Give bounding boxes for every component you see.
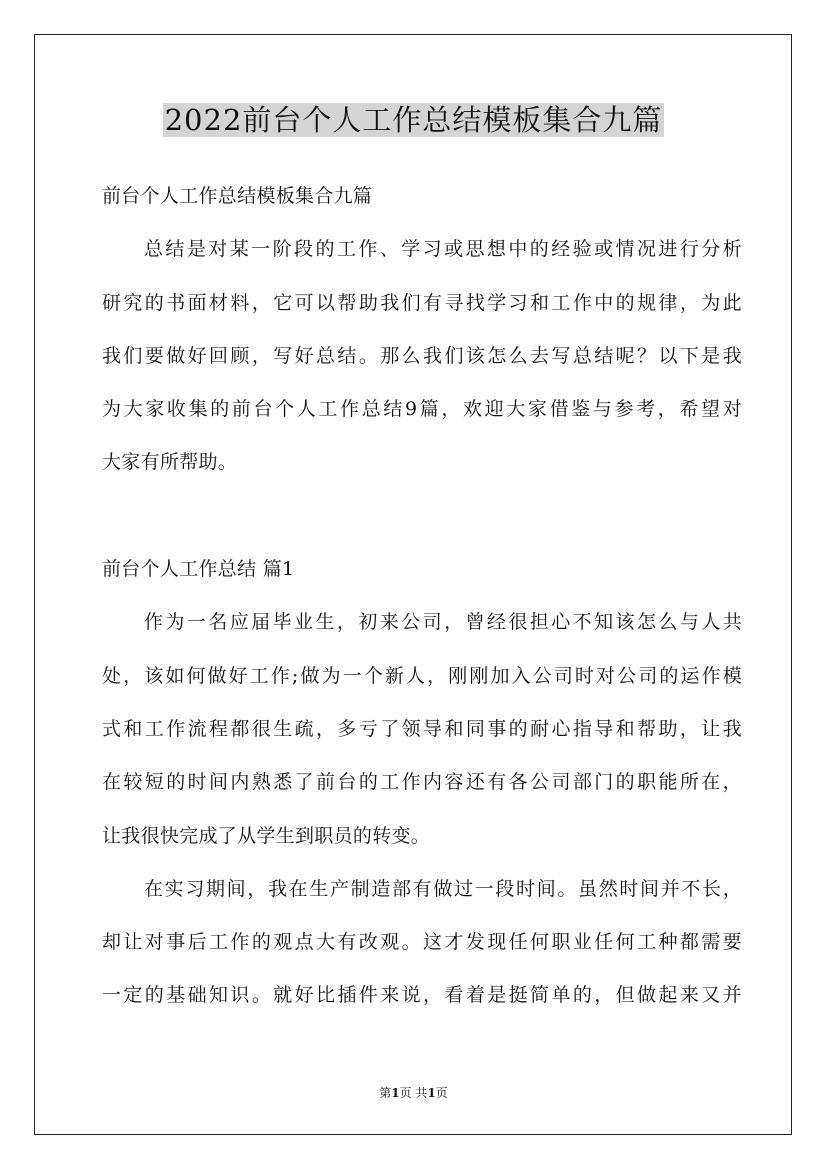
paragraph-line: 一定的基础知识。就好比插件来说，看着是挺简单的，但做起来又并 [102, 984, 742, 1007]
document-title-text: 2022前台个人工作总结模板集合九篇 [164, 103, 663, 137]
footer-prefix: 第 [379, 1086, 392, 1100]
paragraph-line: 式和工作流程都很生疏，多亏了领导和同事的耐心指导和帮助，让我 [102, 717, 742, 740]
footer-mid: 页 共 [399, 1086, 428, 1100]
paragraph-line: 在实习期间，我在生产制造部有做过一段时间。虽然时间并不长， [144, 877, 742, 900]
intro-line: 总结是对某一阶段的工作、学习或思想中的经验或情况进行分析 [144, 238, 742, 261]
paragraph-line: 在较短的时间内熟悉了前台的工作内容还有各公司部门的职能所在， [102, 771, 742, 794]
footer-total-pages: 1 [427, 1086, 436, 1100]
footer-suffix: 页 [435, 1086, 448, 1100]
page-footer [0, 1085, 827, 1101]
intro-line: 大家有所帮助。 [102, 451, 238, 474]
footer-current-page: 1 [391, 1086, 400, 1100]
intro-line: 为大家收集的前台个人工作总结9篇，欢迎大家借鉴与参考，希望对 [102, 398, 742, 421]
subtitle: 前台个人工作总结模板集合九篇 [102, 185, 373, 207]
intro-line: 我们要做好回顾，写好总结。那么我们该怎么去写总结呢？以下是我 [102, 344, 742, 367]
paragraph-line: 却让对事后工作的观点大有改观。这才发现任何职业任何工种都需要 [102, 931, 742, 954]
document-body [102, 170, 742, 1023]
document-title [0, 98, 827, 142]
paragraph-line: 让我很快完成了从学生到职员的转变。 [102, 824, 431, 847]
paragraph-line: 作为一名应届毕业生，初来公司，曾经很担心不知该怎么与人共 [144, 611, 742, 634]
blank-line [102, 490, 742, 543]
section-heading: 前台个人工作总结 篇1 [102, 558, 295, 581]
paragraph-line: 处，该如何做好工作;做为一个新人，刚刚加入公司时对公司的运作模 [102, 664, 742, 687]
intro-line: 研究的书面材料，它可以帮助我们有寻找学习和工作中的规律，为此 [102, 291, 742, 314]
